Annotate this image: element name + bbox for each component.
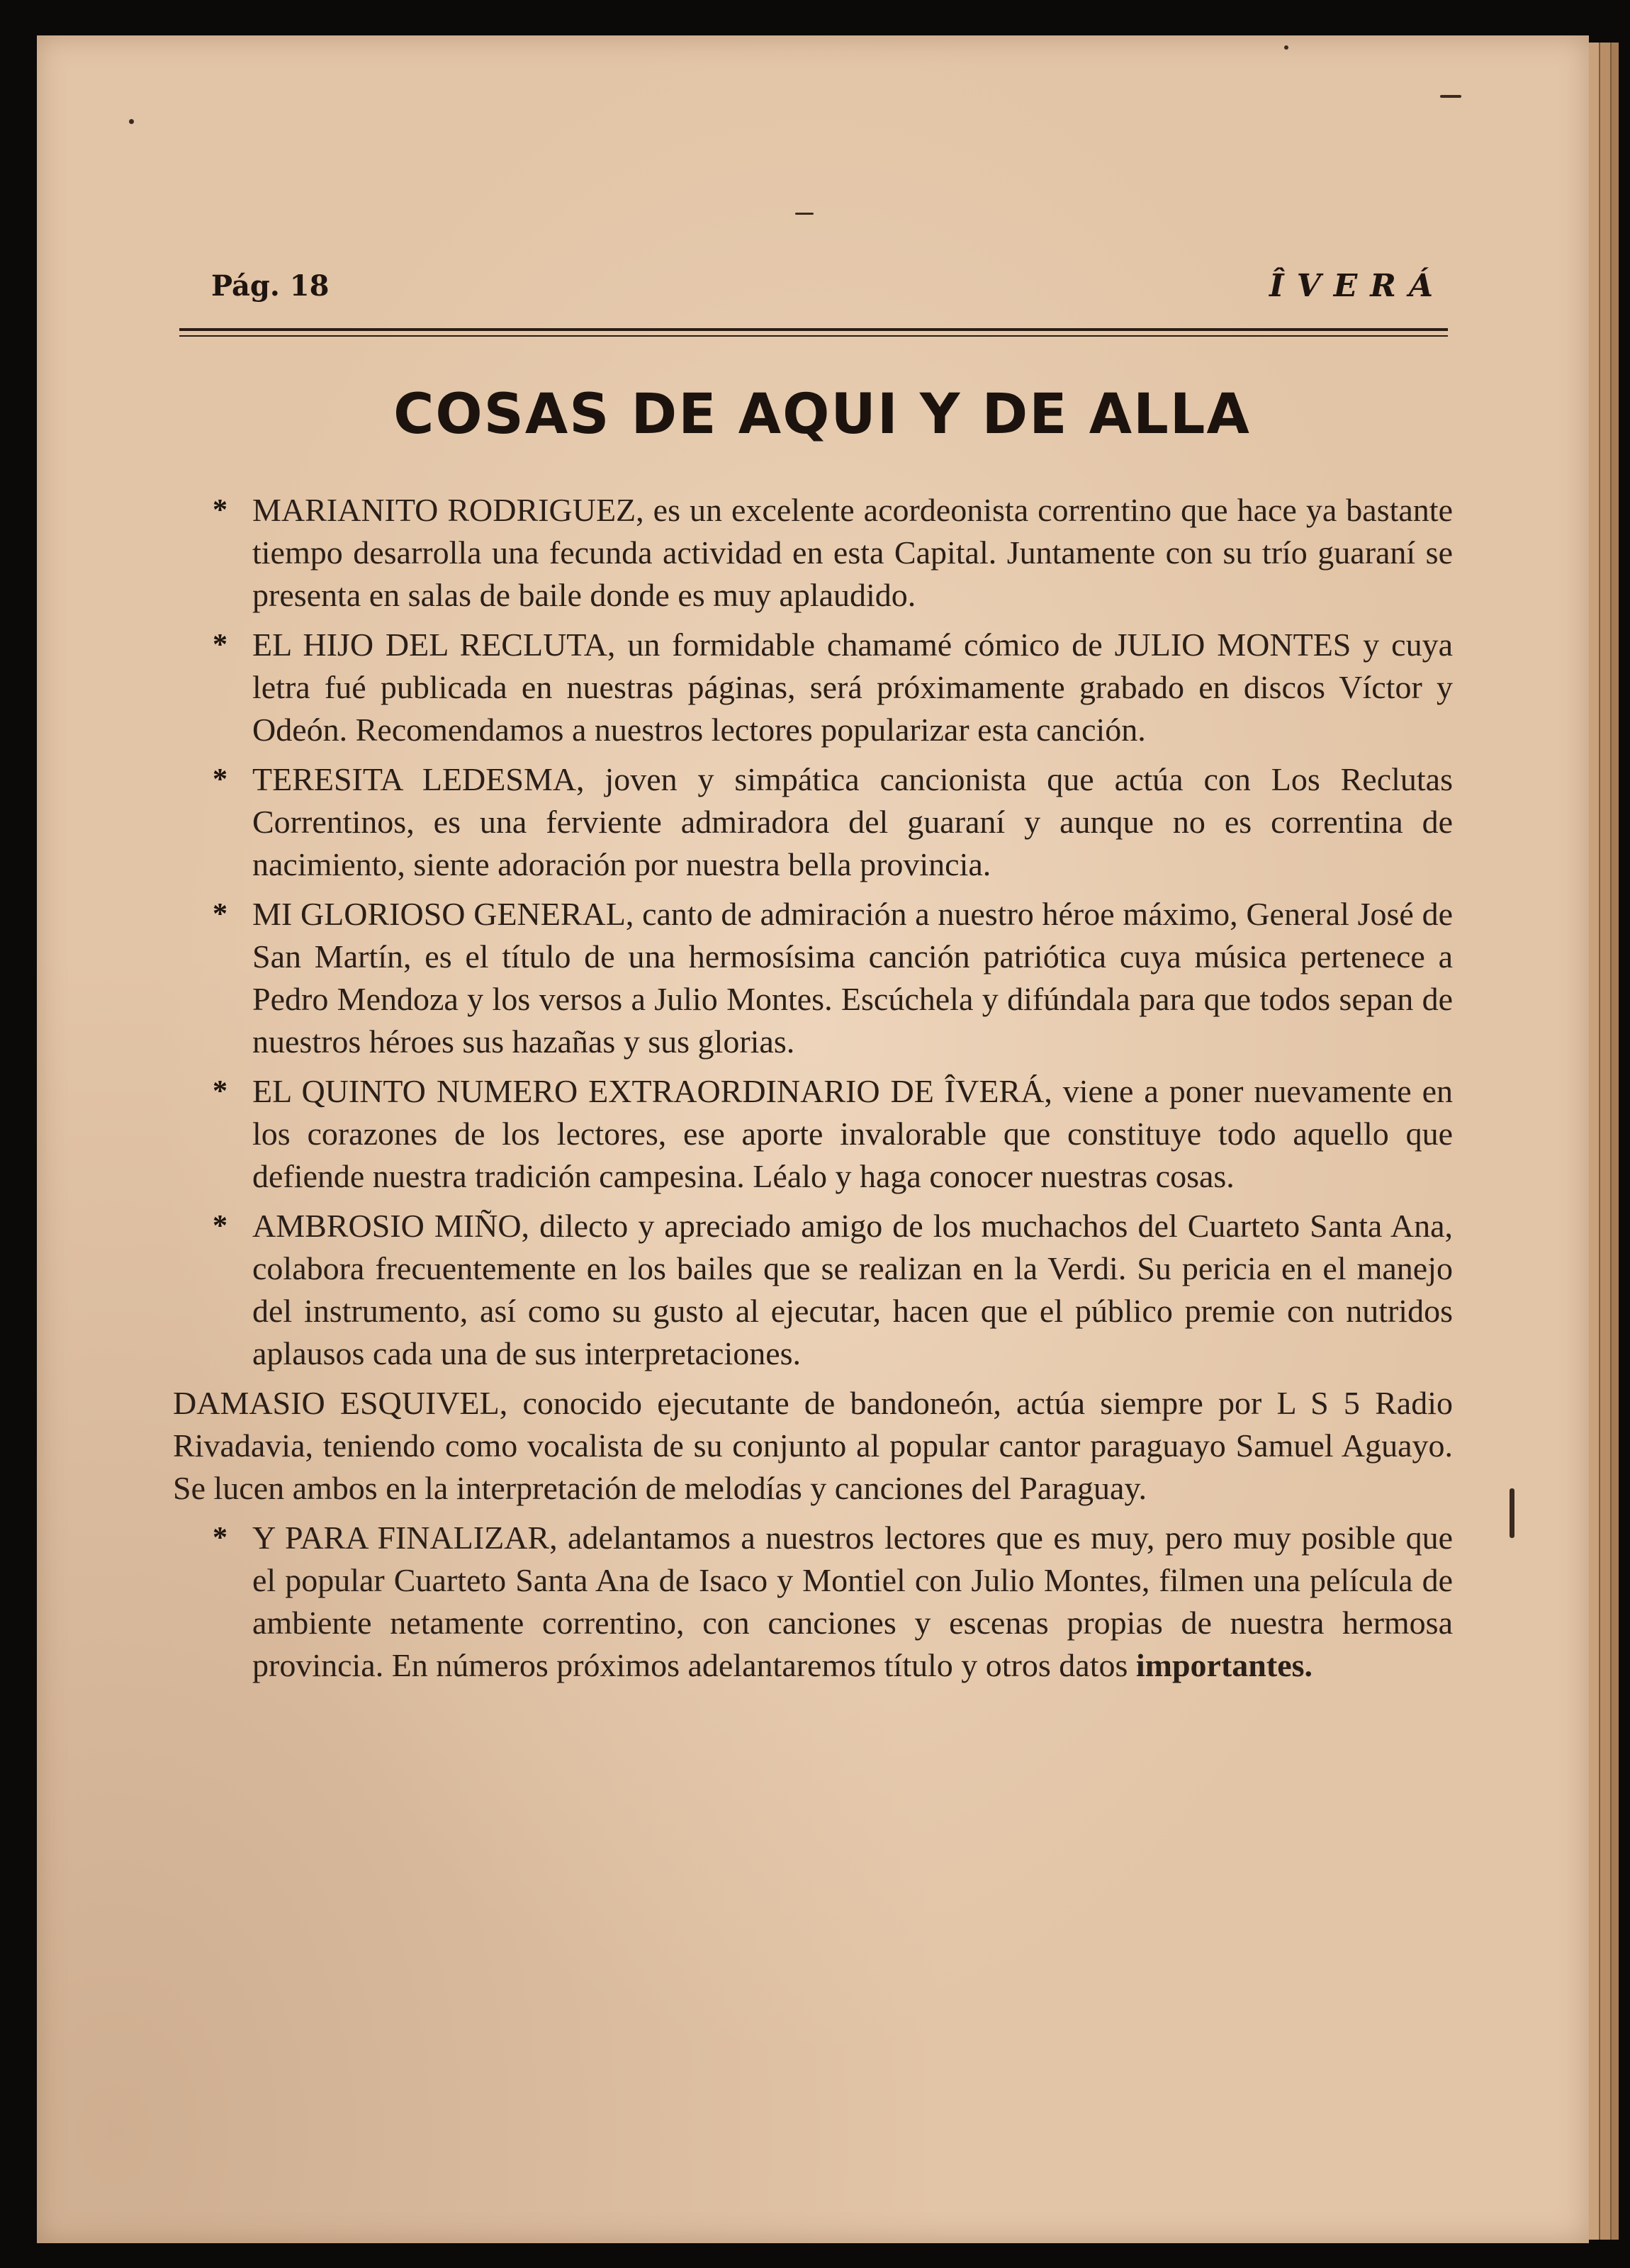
item-text: conocido ejecutante de bandoneón, actúa siempre por L S 5 Radio Rivadavia, teniendo como vocalista de su conjunto al popular cantor paraguayo Samuel Aguayo. Se lucen ambos en la interpretación de melodías y canciones del Paraguay. (173, 1385, 1453, 1506)
news-item (213, 624, 1453, 751)
dust-speck (1284, 45, 1288, 50)
item-lead: MI GLORIOSO GENERAL, (252, 896, 643, 932)
item-text: joven y simpática cancionista que actúa con Los Reclutas Correntinos, es una ferviente admiradora del guaraní y aunque no es correntina de nacimiento, siente adoración por nuestra bella provincia. (252, 761, 1454, 882)
magazine-title: ÎVERÁ (1269, 268, 1446, 304)
page-edge (1610, 43, 1619, 2240)
news-item (213, 489, 1453, 617)
item-text: dilecto y apreciado amigo de los muchachos del Cuarteto Santa Ana, colabora frecuentemente en los bailes que se realizan en la Verdi. Su pericia en el manejo del instrumento, así como su gusto al ejecutar, hacen que el público premie con nutridos aplausos cada una de sus interpretaciones. (252, 1208, 1454, 1371)
asterisk-bullet: * (213, 1522, 227, 1554)
news-item (173, 1382, 1453, 1510)
item-lead: Y PARA FINALIZAR, (252, 1520, 568, 1556)
item-text: adelantamos a nuestros lectores que es muy, pero muy posible que el popular Cuarteto Santa Ana de Isaco y Montiel con Julio Montes, filmen una película de ambiente netamente correntino, con canciones y escenas propias de nuestra hermosa provincia. En números próximos adelantaremos título y otros datos (252, 1520, 1453, 1683)
article-title: COSAS DE AQUI Y DE ALLA (393, 383, 1251, 447)
page-number: Pág. 18 (211, 269, 330, 303)
item-lead: MARIANITO RODRIGUEZ, (252, 492, 653, 528)
asterisk-bullet: * (213, 763, 227, 796)
dust-speck (1440, 95, 1461, 98)
item-lead: EL QUINTO NUMERO EXTRAORDINARIO DE ÎVERÁ, (252, 1073, 1063, 1109)
asterisk-bullet: * (213, 629, 227, 661)
news-item (213, 1070, 1453, 1198)
item-closing-word: importantes. (1135, 1647, 1313, 1683)
item-lead: AMBROSIO MIÑO, (252, 1208, 540, 1244)
asterisk-bullet: * (213, 898, 227, 931)
binding-mark (1510, 1488, 1514, 1538)
item-lead: EL HIJO DEL RECLUTA, (252, 627, 628, 663)
item-lead: TERESITA LEDESMA, (252, 761, 605, 797)
news-list (173, 489, 1454, 1694)
page-edge (1599, 43, 1610, 2240)
item-text: viene a poner nuevamente en los corazones de los lectores, ese aporte invalorable que constituye todo aquello que defiende nuestra tradición campesina. Léalo y haga conocer nuestras cosas. (252, 1073, 1453, 1194)
item-lead: DAMASIO ESQUIVEL, (173, 1385, 523, 1421)
dust-speck (795, 213, 814, 215)
news-item (213, 1517, 1453, 1687)
asterisk-bullet: * (213, 1210, 227, 1242)
item-text: es un excelente acordeonista correntino que hace ya bastante tiempo desarrolla una fecunda actividad en esta Capital. Juntamente con su trío guaraní se presenta en salas de baile donde es muy aplaudido. (252, 492, 1453, 613)
asterisk-bullet: * (213, 1075, 227, 1108)
news-item (213, 1205, 1453, 1375)
page-edge (1587, 43, 1599, 2240)
item-text: un formidable chamamé cómico de JULIO MONTES y cuya letra fué publicada en nuestras páginas, será próximamente grabado en discos Víctor y Odeón. Recomendamos a nuestros lectores popularizar esta canción. (252, 627, 1453, 748)
header-rule (179, 328, 1448, 331)
asterisk-bullet: * (213, 494, 227, 527)
item-text: canto de admiración a nuestro héroe máximo, General José de San Martín, es el título de una hermosísima canción patriótica cuya música pertenece a Pedro Mendoza y los versos a Julio Montes. Escúchela y difúndala para que todos sepan de nuestros héroes sus hazañas y sus glorias. (252, 896, 1453, 1060)
header-rule (179, 335, 1448, 337)
news-item (213, 758, 1453, 886)
news-item (213, 893, 1453, 1063)
dust-speck (129, 119, 134, 124)
